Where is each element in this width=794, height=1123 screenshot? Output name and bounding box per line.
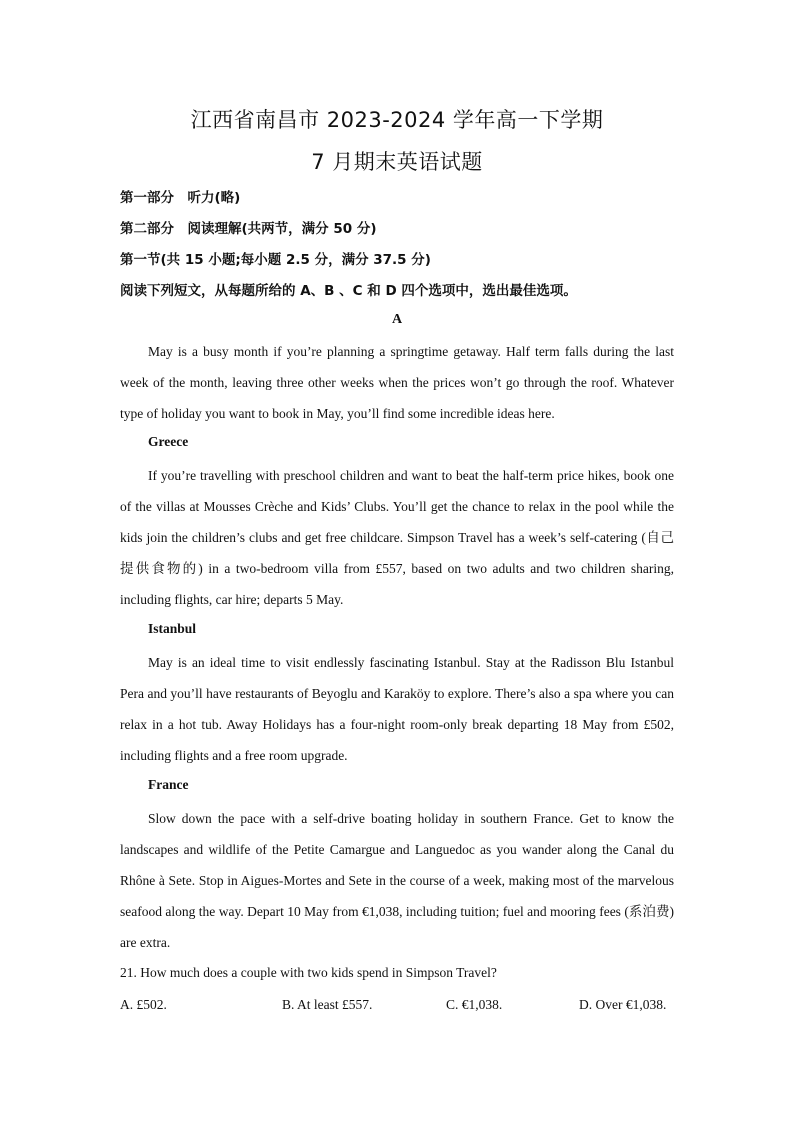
- passage-letter: A: [391, 312, 403, 327]
- page-subtitle: 7 月期末英语试题: [311, 150, 483, 174]
- section-one-heading: 第一节(共 15 小题;每小题 2.5 分，满分 37.5 分): [120, 252, 431, 268]
- question-21: 21. How much does a couple with two kids spend in Simpson Travel?: [120, 965, 497, 980]
- france-paragraph: Slow down the pace with a self-drive boating holiday in southern France. Get to know the landscapes and wildlife of the Petite Camargue and Languedoc as you wander along the Canal du Rhône à Sete. Stop in Aigues-Mortes and Sete in the course of a week, making most of the marvelous seafood along the way. Depart 10 May from €1,038, including tuition; fuel and mooring fees (系泊费) are extra.: [120, 811, 674, 950]
- page-title: 江西省南昌市 2023-2024 学年高一下学期: [190, 108, 604, 132]
- istanbul-paragraph: May is an ideal time to visit endlessly fascinating Istanbul. Stay at the Radisson Blu Istanbul Pera and you’ll have restaurants of Beyoglu and Karaköy to explore. There’s also a spa where you can relax in a hot tub. Away Holidays has a four-night room-only break departing 18 May from £502, including flights and a free room upgrade.: [120, 655, 674, 763]
- option-b: B. At least £557.: [282, 997, 373, 1012]
- istanbul-heading: Istanbul: [148, 621, 197, 636]
- greece-heading: Greece: [148, 434, 189, 449]
- part-two-heading: 第二部分 阅读理解(共两节，满分 50 分): [120, 221, 377, 237]
- part-one-heading: 第一部分 听力(略): [120, 190, 241, 206]
- greece-paragraph: If you’re travelling with preschool children and want to beat the half-term price hikes, book one of the villas at Mousses Crèche and Kids’ Clubs. You’ll get the chance to relax in the pool while the kids join the children’s clubs and get free childcare. Simpson Travel has a week’s self-catering (自己提供食物的) in a two-bedroom villa from £557, based on two adults and two children sharing, including flights, car hire; departs 5 May.: [120, 468, 674, 607]
- option-a: A. £502.: [120, 997, 167, 1012]
- option-c: C. €1,038.: [446, 997, 503, 1012]
- france-heading: France: [148, 777, 189, 792]
- option-d: D. Over €1,038.: [579, 997, 667, 1012]
- instruction-text: 阅读下列短文，从每题所给的 A、B 、C 和 D 四个选项中，选出最佳选项。: [120, 283, 577, 299]
- intro-paragraph: May is a busy month if you’re planning a springtime getaway. Half term falls during the last week of the month, leaving three other weeks when the prices won’t go through the roof. Whatever type of holiday you want to book in May, you’ll find some incredible ideas here.: [120, 344, 674, 421]
